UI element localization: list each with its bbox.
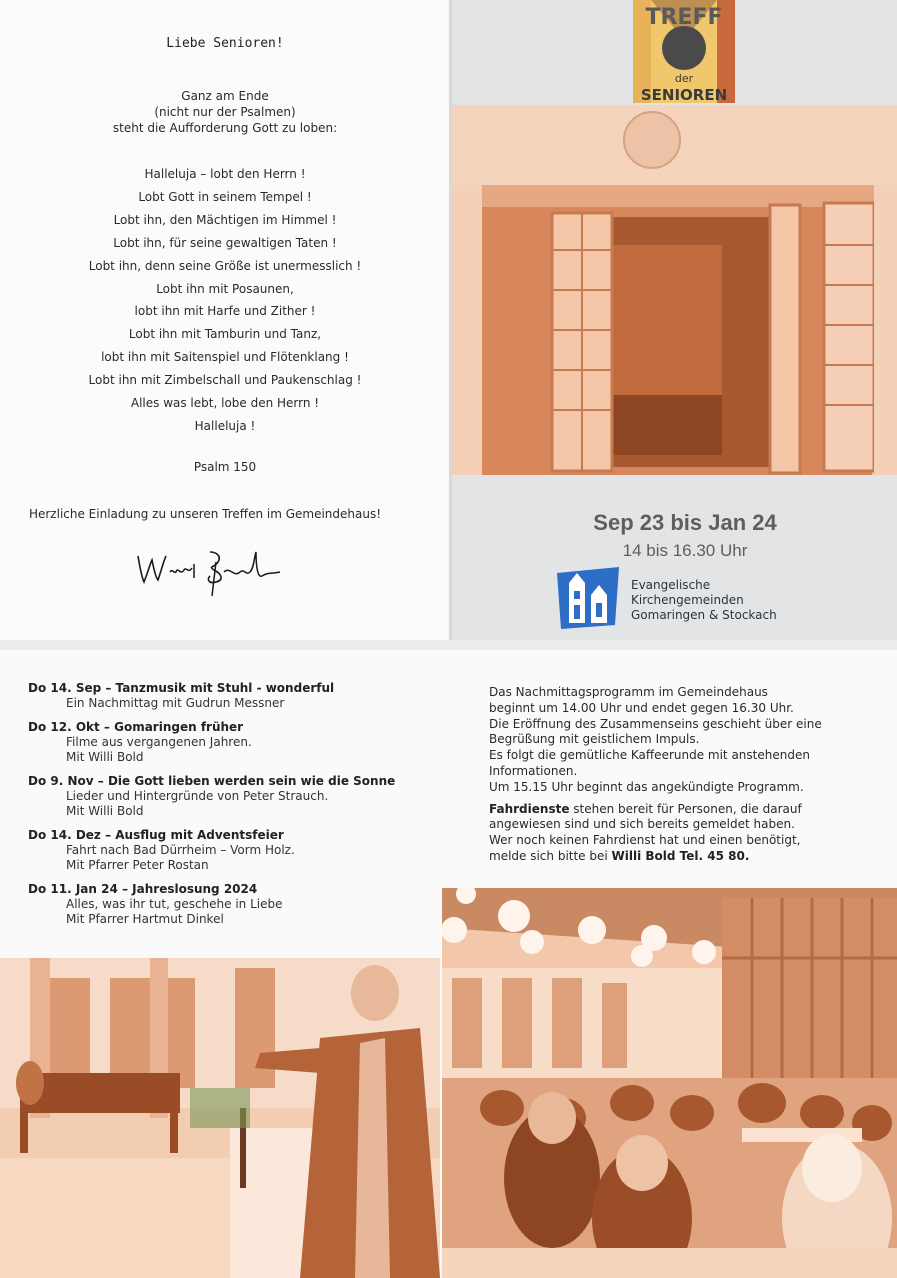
info-paragraph <box>489 685 869 796</box>
program-item <box>28 827 438 873</box>
org-line: Kirchengemeinden <box>631 593 744 607</box>
program-title: Sep – Tanzmusik mit Stuhl - wonderful <box>75 681 335 695</box>
poem-line: Lobt ihn, für seine gewaltigen Taten ! <box>113 235 337 250</box>
org-line: Evangelische <box>631 578 711 592</box>
intro-line: Ganz am Ende <box>181 89 269 103</box>
cover-hours: 14 bis 16.30 Uhr <box>622 541 748 560</box>
program-detail: Mit Pfarrer Hartmut Dinkel <box>66 912 224 926</box>
logo-senioren: SENIOREN <box>640 86 728 103</box>
psalm-reference: Psalm 150 <box>193 460 257 474</box>
poem-line: Lobt Gott in seinem Tempel ! <box>138 189 312 204</box>
church-logo-icon <box>553 565 623 630</box>
program-detail: Mit Willi Bold <box>66 750 144 764</box>
info-line: angewiesen sind und sich bereits gemeldet haben. <box>489 817 795 832</box>
program-info <box>489 685 869 871</box>
poem-line: lobt ihn mit Harfe und Zither ! <box>134 304 316 319</box>
poem-line: Lobt ihn mit Tamburin und Tanz, <box>128 327 322 342</box>
program-item <box>28 719 438 765</box>
program-detail: Fahrt nach Bad Dürrheim – Vorm Holz. <box>66 843 295 857</box>
program-item <box>28 881 438 927</box>
program-item-heading <box>28 827 438 843</box>
program-title: Dez – Ausflug mit Adventsfeier <box>75 828 284 842</box>
logo-treff: TREFF <box>645 5 723 30</box>
program-title: Jan 24 – Jahreslosung 2024 <box>75 882 258 896</box>
program-list <box>28 680 438 935</box>
program-item-heading <box>28 881 438 897</box>
intro-line: steht die Aufforderung Gott zu loben: <box>112 121 338 135</box>
program-title: Okt – Gomaringen früher <box>75 720 244 734</box>
signature <box>130 538 290 598</box>
poem-line: Lobt ihn mit Posaunen, <box>156 281 294 296</box>
cover-dates: Sep 23 bis Jan 24 <box>593 510 777 535</box>
program-item <box>28 773 438 819</box>
info-line: Um 15.15 Uhr beginnt das angekündigte Programm. <box>489 779 804 794</box>
info-line: Informationen. <box>489 763 578 778</box>
program-detail: Mit Pfarrer Peter Rostan <box>66 858 209 872</box>
program-item-heading <box>28 680 438 696</box>
treff-der-senioren-logo <box>633 0 735 103</box>
program-detail: Lieder und Hintergründe von Peter Strauch. <box>66 789 329 803</box>
building-entrance-photo <box>452 105 897 475</box>
program-detail: Mit Willi Bold <box>66 804 144 818</box>
org-line: Gomaringen & Stockach <box>631 608 777 622</box>
fahrdienste-paragraph <box>489 802 869 865</box>
horizontal-fold <box>0 640 897 650</box>
poem-line: Lobt ihn, den Mächtigen im Himmel ! <box>113 212 337 227</box>
program-detail: Ein Nachmittag mit Gudrun Messner <box>66 696 285 710</box>
invitation-text: Herzliche Einladung zu unseren Treffen im Gemeindehaus! <box>28 507 382 521</box>
info-line: Die Eröffnung des Zusammenseins geschieht über eine <box>489 716 822 731</box>
program-day: Do 14. <box>28 681 72 695</box>
poem-line: lobt ihn mit Saitenspiel und Flötenklang ! <box>101 350 349 365</box>
program-day: Do 12. <box>28 720 72 734</box>
info-line: stehen bereit für Personen, die darauf <box>569 801 802 816</box>
poem-line: Halleluja ! <box>194 418 256 433</box>
poem-line: Alles was lebt, lobe den Herrn ! <box>130 396 320 411</box>
program-detail: Alles, was ihr tut, geschehe in Liebe <box>66 897 283 911</box>
program-item-heading <box>28 719 438 735</box>
church-organization-name <box>631 578 777 623</box>
intro-line: (nicht nur der Psalmen) <box>154 105 296 119</box>
contact-phone: Willi Bold Tel. 45 80. <box>611 848 750 863</box>
info-line: Wer noch keinen Fahrdienst hat und einen benötigt, <box>489 833 801 848</box>
poem-line: Lobt ihn mit Zimbelschall und Paukenschlag ! <box>88 373 362 388</box>
program-item <box>28 680 438 711</box>
logo-der: der <box>674 72 694 85</box>
gathering-hall-photo <box>442 888 897 1278</box>
program-day: Do 9. <box>28 774 64 788</box>
intro-text <box>0 88 450 136</box>
info-line: Das Nachmittagsprogramm im Gemeindehaus <box>489 685 768 699</box>
program-item-heading <box>28 773 438 789</box>
program-detail: Filme aus vergangenen Jahren. <box>66 735 252 749</box>
info-line: Es folgt die gemütliche Kaffeerunde mit anstehenden <box>489 748 810 763</box>
poem-line: Lobt ihn, denn seine Größe ist unermesslich ! <box>88 258 362 273</box>
info-line: beginnt um 14.00 Uhr und endet gegen 16.30 Uhr. <box>489 700 794 715</box>
info-line: melde sich bitte bei <box>489 848 612 863</box>
fahrdienste-label: Fahrdienste <box>489 801 570 816</box>
psalm-poem <box>0 163 450 438</box>
greeting: Liebe Senioren! <box>166 36 284 51</box>
info-line: Begrüßung mit geistlichem Impuls. <box>489 732 700 747</box>
program-title: Nov – Die Gott lieben werden sein wie die Sonne <box>67 774 396 788</box>
speaker-photo <box>0 958 440 1278</box>
poem-line: Halleluja – lobt den Herrn ! <box>144 167 306 181</box>
program-day: Do 11. <box>28 882 72 896</box>
program-day: Do 14. <box>28 828 72 842</box>
